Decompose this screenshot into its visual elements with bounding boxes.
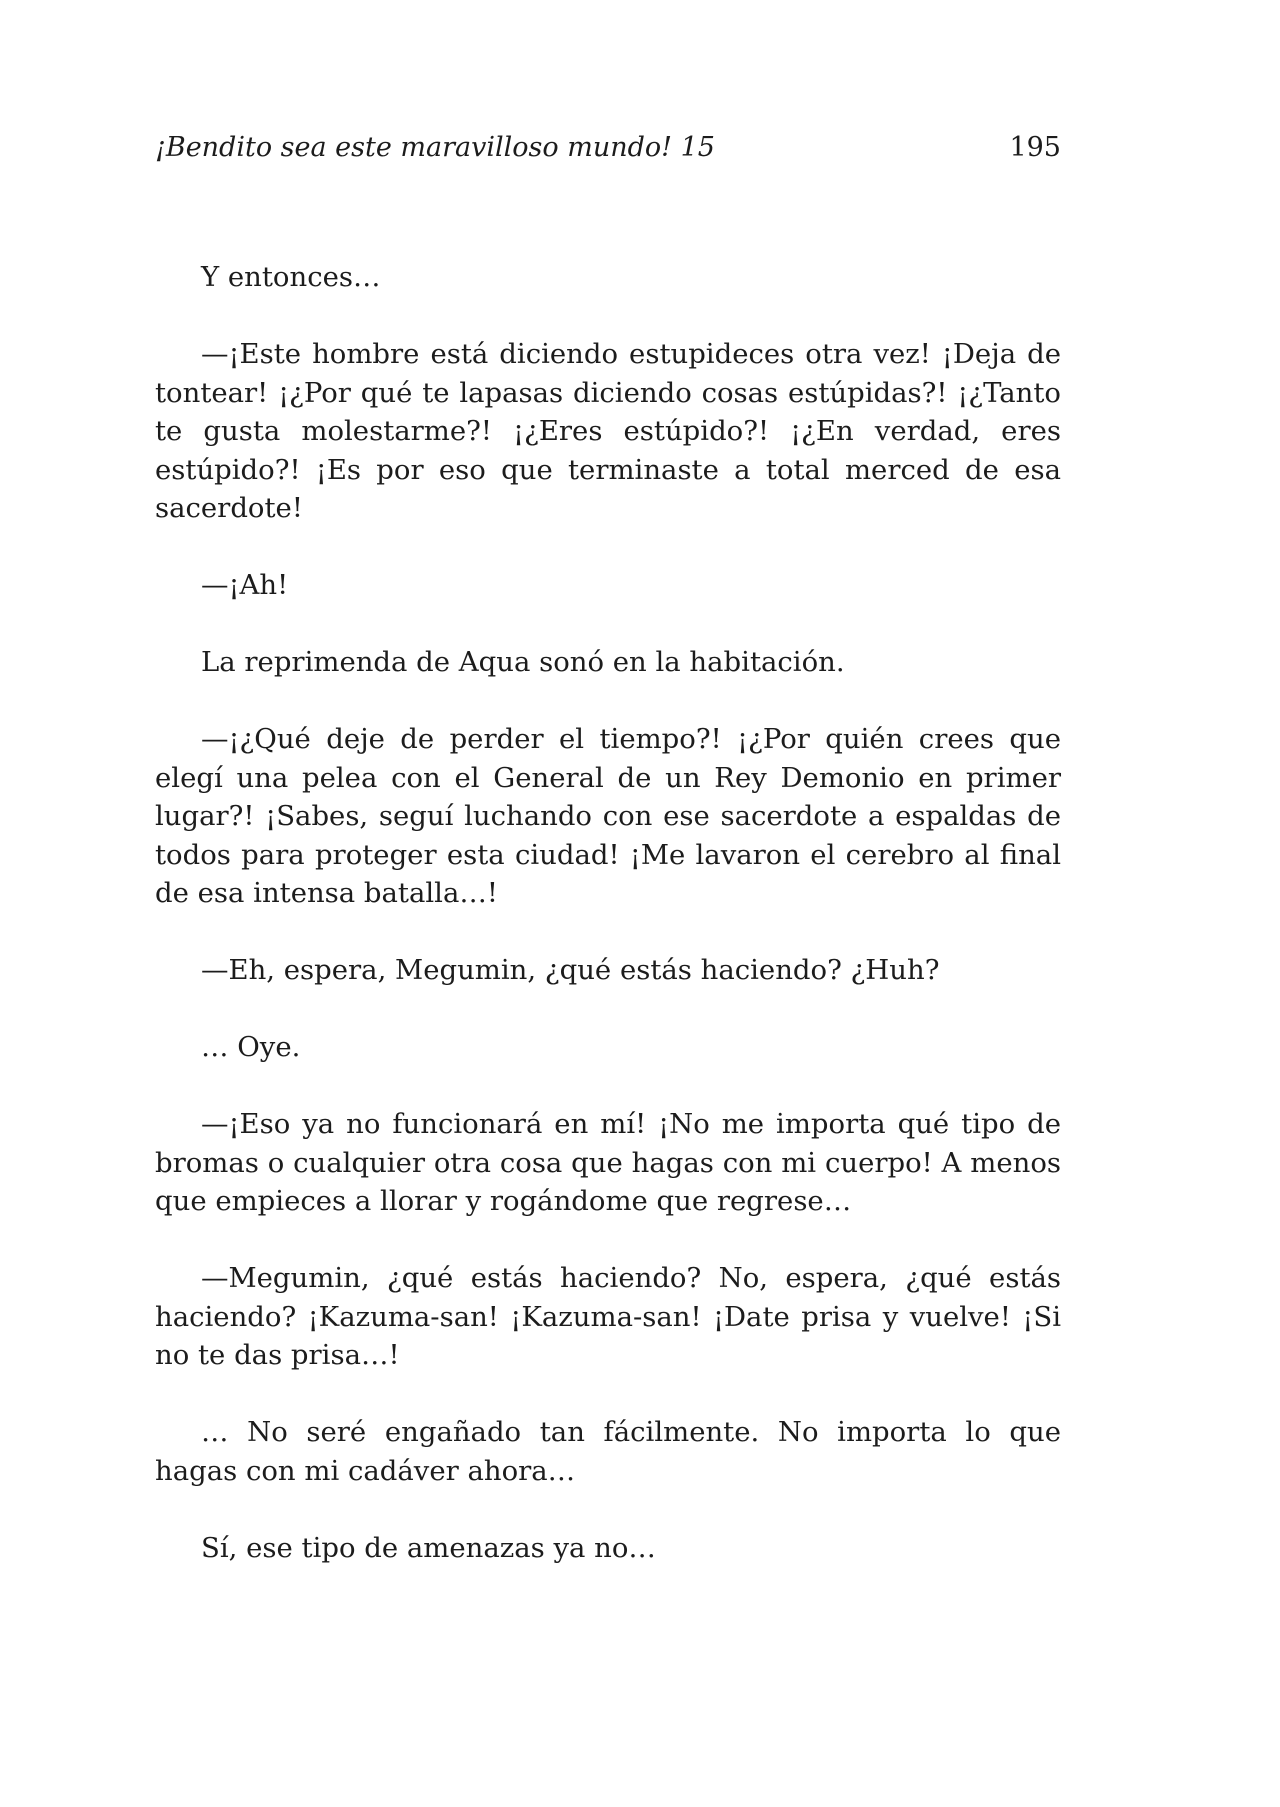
paragraph-2: —¡Este hombre está diciendo estupideces otra vez! ¡Deja de tontear! ¡¿Por qué te lapasas diciendo cosas estúpidas?! ¡¿Tanto te gusta molestarme?! ¡¿Eres estúpido?! ¡¿En verdad, eres estúpido?! ¡Es por eso que terminaste a total merced de esa sacerdote! [155,338,1061,524]
paragraph-4: La reprimenda de Aqua sonó en la habitación. [201,646,845,678]
paragraph-3: —¡Ah! [201,569,289,601]
page-number: 195 [1009,132,1061,163]
paragraph-6: —Eh, espera, Megumin, ¿qué estás haciendo? ¿Huh? [201,954,940,986]
paragraph-10: … No seré engañado tan fácilmente. No importa lo que hagas con mi cadáver ahora… [155,1416,1061,1487]
paragraph-5: —¡¿Qué deje de perder el tiempo?! ¡¿Por quién crees que elegí una pelea con el General de un Rey Demonio en primer lugar?! ¡Sabes, seguí luchando con ese sacerdote a espaldas de todos para proteger esta ciudad! ¡Me lavaron el cerebro al final de esa intensa batalla…! [155,723,1061,909]
book-title: ¡Bendito sea este maravilloso mundo! 15 [155,132,715,163]
running-header [155,132,1061,172]
paragraph-1: Y entonces… [201,261,381,293]
paragraph-9: —Megumin, ¿qué estás haciendo? No, espera, ¿qué estás haciendo? ¡Kazuma-san! ¡Kazuma-san! ¡Date prisa y vuelve! ¡Si no te das prisa…! [155,1262,1061,1371]
body-text [155,258,1061,1606]
paragraph-8: —¡Eso ya no funcionará en mí! ¡No me importa qué tipo de bromas o cualquier otra cosa que hagas con mi cuerpo! A menos que empieces a llorar y rogándome que regrese… [155,1108,1061,1217]
paragraph-11: Sí, ese tipo de amenazas ya no… [201,1531,656,1564]
paragraph-7: … Oye. [201,1031,301,1063]
